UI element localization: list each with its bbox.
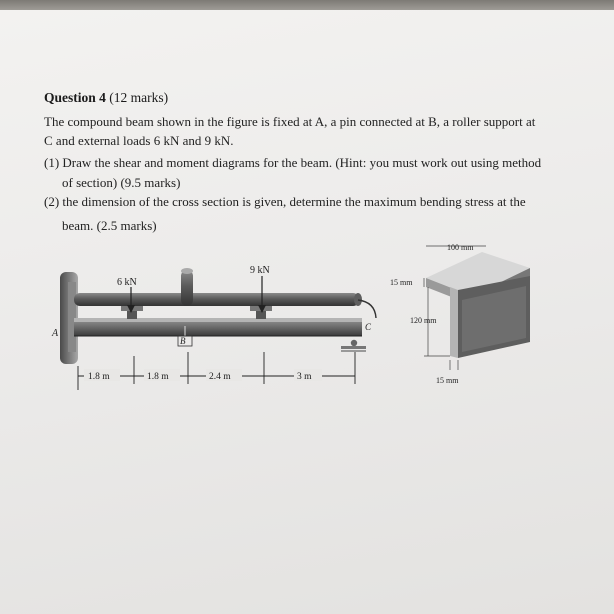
dim-label-4: 3 m — [297, 372, 312, 382]
label-B: B — [180, 336, 186, 346]
dim-label-1: 1.8 m — [88, 372, 110, 382]
flange-width-label: 100 mm — [447, 243, 474, 252]
load-label-9kN: 9 kN — [250, 265, 270, 276]
upper-rod — [74, 293, 362, 306]
label-C: C — [365, 322, 372, 332]
part2-line-2: beam. (2.5 marks) — [62, 218, 157, 233]
part1-line-2: of section) (9.5 marks) — [62, 175, 181, 190]
intro-line-2: C and external loads 6 kN and 9 kN. — [44, 133, 234, 148]
web-height-label: 120 mm — [410, 316, 437, 325]
question-marks: (12 marks) — [109, 90, 169, 105]
main-beam — [74, 318, 362, 336]
dim-label-2: 1.8 m — [147, 372, 169, 382]
part2-line-1: (2) the dimension of the cross section is given, determine the maximum bending stress at the — [44, 194, 526, 209]
cross-section-drawing — [424, 246, 530, 370]
roller-support-C — [341, 340, 366, 351]
web-thickness-label: 15 mm — [436, 376, 459, 385]
question-number: Question 4 — [44, 90, 106, 105]
label-A: A — [52, 328, 59, 339]
intro-line-1: The compound beam shown in the figure is fixed at A, a pin connected at B, a roller support at — [44, 114, 536, 129]
part1-line-1: (1) Draw the shear and moment diagrams for the beam. (Hint: you must work out using method — [44, 155, 542, 170]
load-label-6kN: 6 kN — [117, 277, 137, 288]
vertical-post — [181, 268, 193, 306]
dim-label-3: 2.4 m — [209, 372, 231, 382]
flange-thickness-label: 15 mm — [390, 278, 413, 287]
